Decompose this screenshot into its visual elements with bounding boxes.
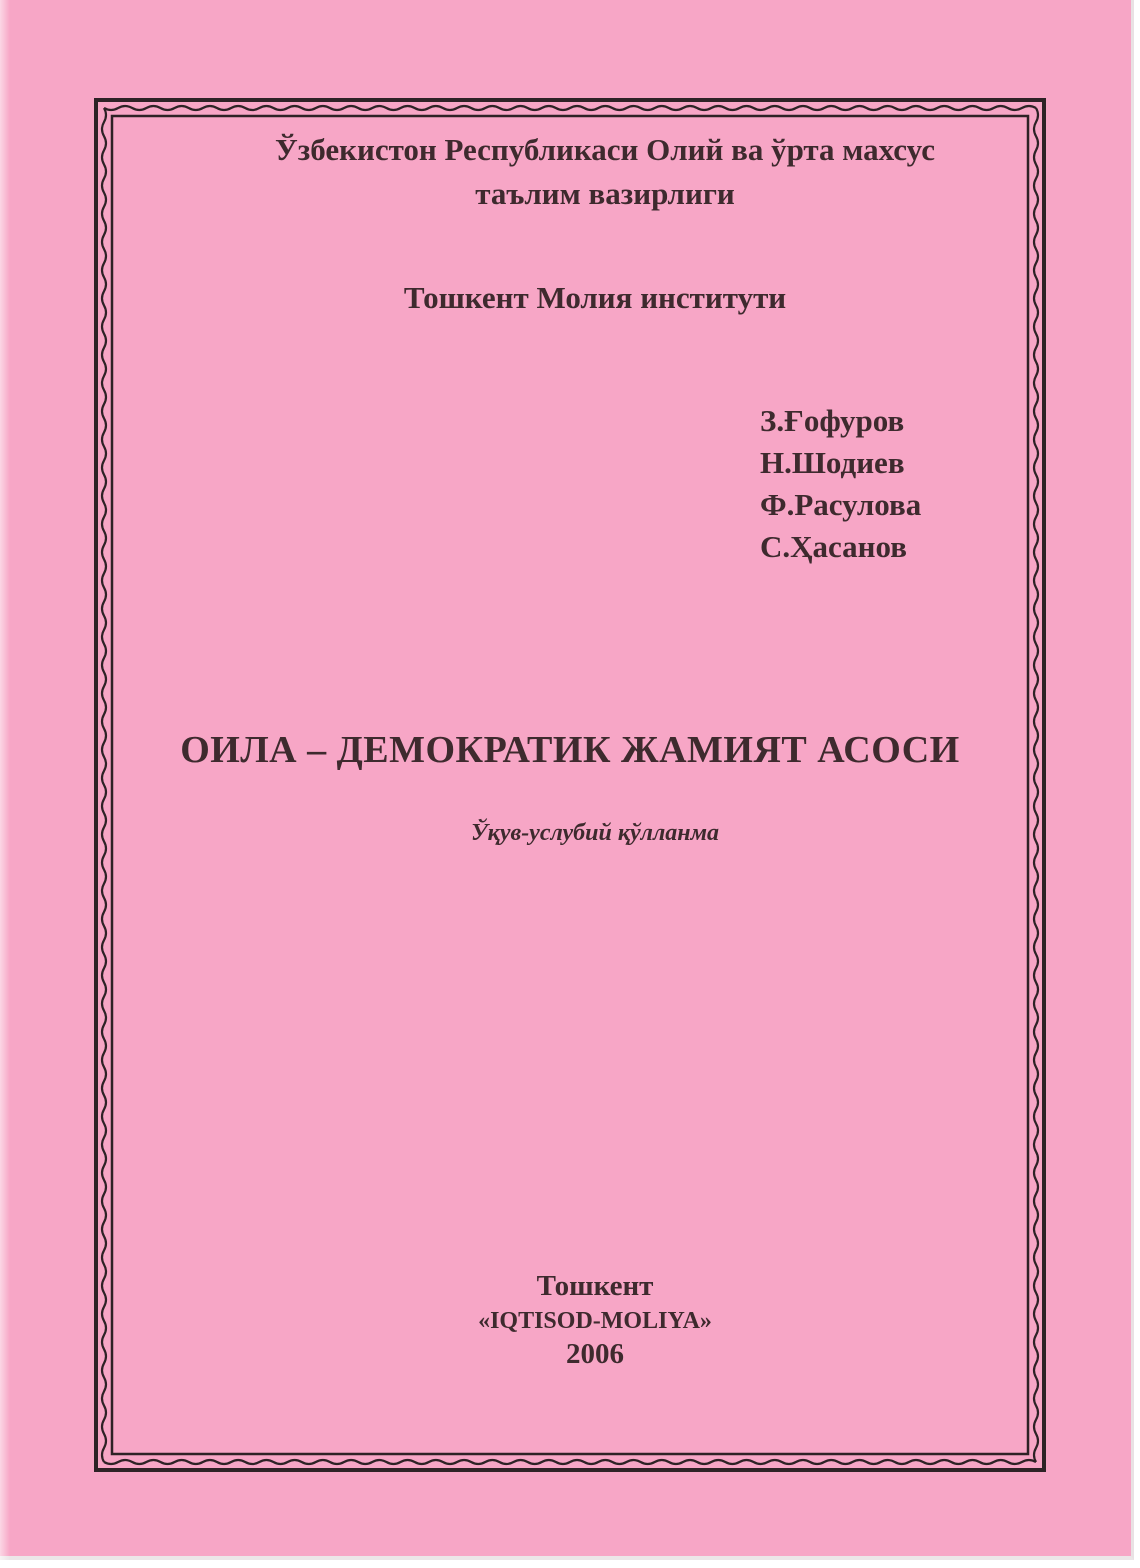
ministry-heading	[120, 128, 1090, 216]
frame-wave	[104, 106, 1036, 110]
publication-year: 2006	[566, 1338, 624, 1370]
author-name: Н.Шодиев	[760, 445, 905, 480]
ministry-line-1: Ўзбекистон Республикаси Олий ва ўрта махсус	[275, 132, 935, 167]
author-name: З.Ғофуров	[760, 403, 905, 438]
publisher-name: «IQTISOD-MOLIYA»	[478, 1308, 712, 1334]
institute-name: Тошкент Молия институти	[403, 280, 787, 315]
author-name: Ф.Расулова	[760, 487, 922, 522]
frame-wave	[104, 1460, 1036, 1464]
author-list	[760, 400, 921, 568]
ministry-line-2: таълим вазирлиги	[475, 176, 735, 211]
frame-wave	[102, 108, 106, 1462]
book-subtitle: Ўқув-услубий қўлланма	[470, 820, 720, 846]
publication-city: Тошкент	[536, 1270, 654, 1302]
author-name: С.Ҳасанов	[760, 529, 907, 564]
book-title: ОИЛА – ДЕМОКРАТИК ЖАМИЯТ АСОСИ	[180, 729, 960, 771]
